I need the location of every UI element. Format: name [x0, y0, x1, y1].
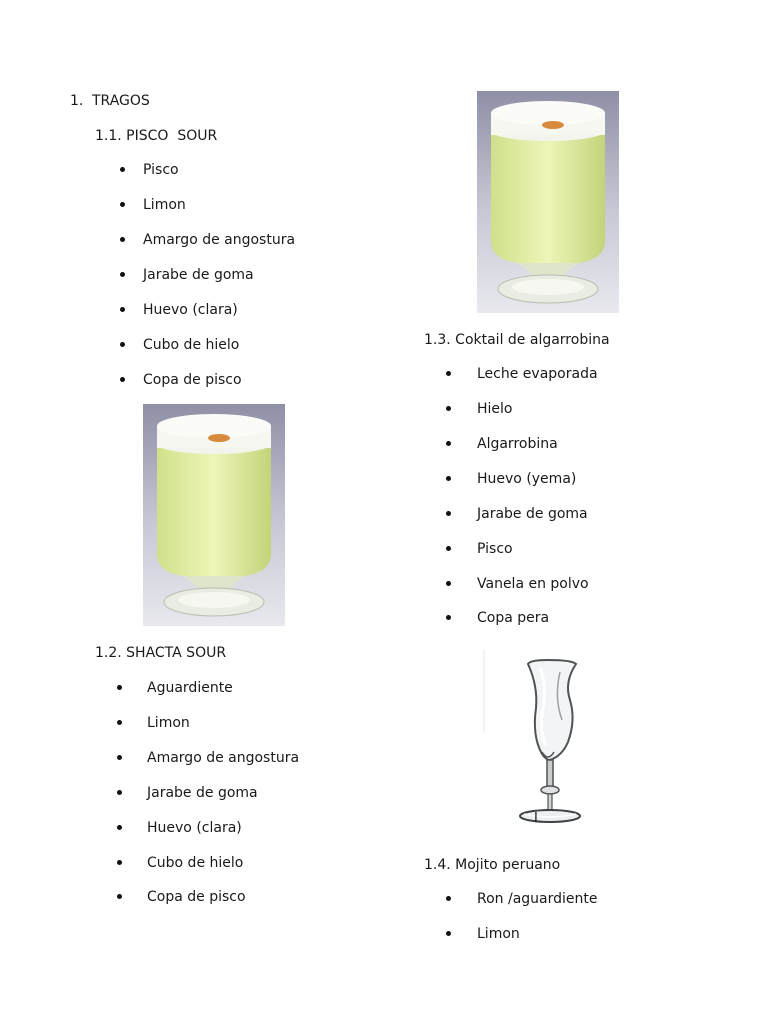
bullet-icon [446, 476, 451, 481]
bullet-icon [446, 896, 451, 901]
list-item: Vanela en polvo [477, 576, 589, 592]
bullet-icon [120, 202, 125, 207]
bullet-icon [117, 860, 122, 865]
list-item: Pisco [143, 162, 179, 178]
bullet-icon [120, 237, 125, 242]
stray-mark: I [534, 811, 538, 826]
list-item: Amargo de angostura [147, 750, 300, 766]
list-item: Leche evaporada [477, 366, 598, 382]
drink-heading-shacta-sour: 1.2. SHACTA SOUR [95, 645, 227, 661]
list-item: Cubo de hielo [147, 855, 244, 871]
list-item: Jarabe de goma [147, 785, 258, 801]
bullet-icon [117, 790, 122, 795]
bullet-icon [446, 371, 451, 376]
bullet-icon [117, 894, 122, 899]
section-number: 1. [70, 93, 84, 109]
pear-glass-image [482, 648, 614, 830]
bullet-icon [120, 167, 125, 172]
list-item: Copa de pisco [143, 372, 242, 388]
bullet-icon [446, 406, 451, 411]
list-item: Amargo de angostura [143, 232, 296, 248]
bullet-icon [120, 272, 125, 277]
drink-heading-coktail-algarrobina: 1.3. Coktail de algarrobina [424, 332, 610, 348]
bullet-icon [117, 685, 122, 690]
list-item: Copa de pisco [147, 889, 246, 905]
list-item: Limon [477, 926, 520, 942]
list-item: Limon [147, 715, 190, 731]
list-item: Limon [143, 197, 186, 213]
list-item: Copa pera [477, 610, 550, 626]
bullet-icon [446, 931, 451, 936]
drink-heading-pisco-sour: 1.1. PISCO SOUR [95, 128, 218, 144]
section-title: TRAGOS [92, 93, 150, 109]
list-item: Ron /aguardiente [477, 891, 598, 907]
bullet-icon [446, 511, 451, 516]
bullet-icon [120, 307, 125, 312]
list-item: Hielo [477, 401, 513, 417]
bullet-icon [117, 720, 122, 725]
list-item: Pisco [477, 541, 513, 557]
list-item: Aguardiente [147, 680, 233, 696]
list-item: Cubo de hielo [143, 337, 240, 353]
pisco-sour-photo [143, 404, 285, 626]
list-item: Jarabe de goma [477, 506, 588, 522]
bullet-icon [120, 342, 125, 347]
list-item: Huevo (clara) [143, 302, 238, 318]
bullet-icon [446, 615, 451, 620]
bullet-icon [446, 581, 451, 586]
list-item: Huevo (yema) [477, 471, 577, 487]
drink-heading-mojito-peruano: 1.4. Mojito peruano [424, 857, 561, 873]
list-item: Huevo (clara) [147, 820, 242, 836]
bullet-icon [120, 377, 125, 382]
bullet-icon [446, 441, 451, 446]
pisco-sour-photo [477, 91, 619, 313]
list-item: Algarrobina [477, 436, 558, 452]
bullet-icon [446, 546, 451, 551]
bullet-icon [117, 755, 122, 760]
list-item: Jarabe de goma [143, 267, 254, 283]
bullet-icon [117, 825, 122, 830]
